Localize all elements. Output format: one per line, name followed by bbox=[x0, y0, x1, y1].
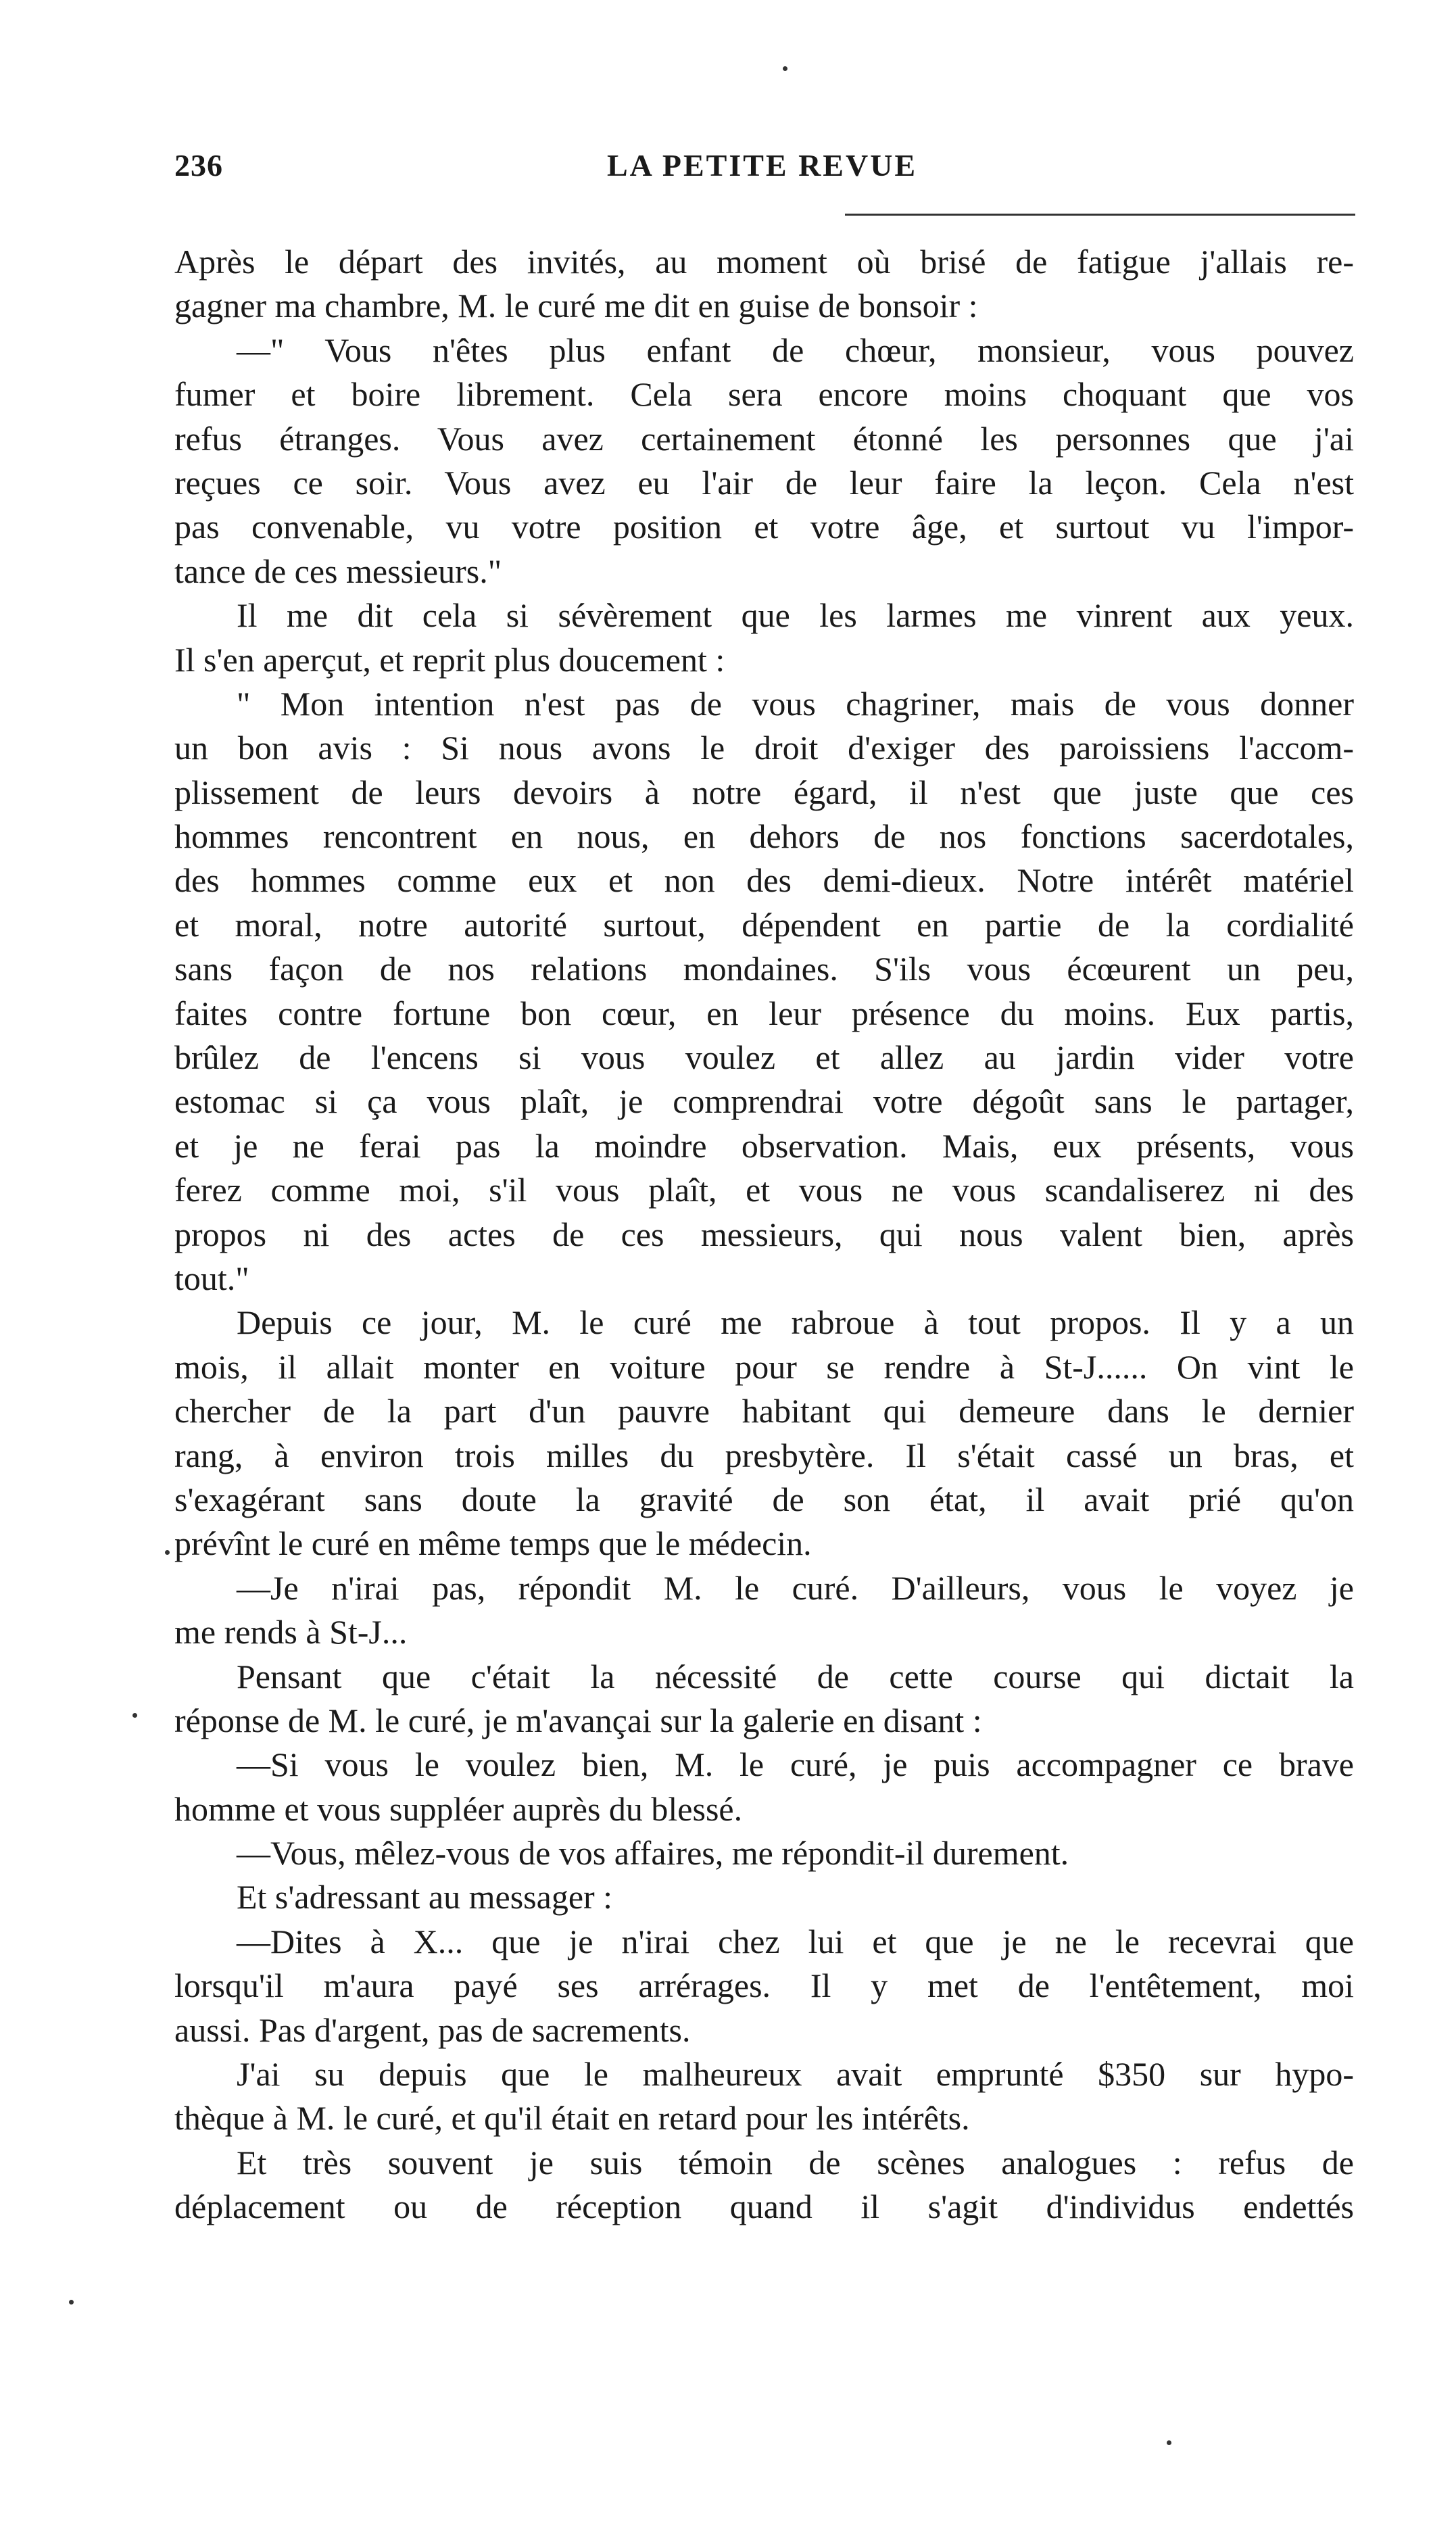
text-line: Et très souvent je suis témoin de scènes analogues : refus de bbox=[237, 2143, 1354, 2181]
text-line: rang, à environ trois milles du presbytère. Il s'était cassé un bras, et bbox=[174, 1436, 1354, 1474]
print-speck bbox=[165, 1550, 170, 1555]
text-line: Il me dit cela si sévèrement que les larmes me vinrent aux yeux. bbox=[237, 596, 1354, 635]
text-line: gagner ma chambre, M. le curé me dit en guise de bonsoir : bbox=[174, 287, 978, 325]
text-line: lorsqu'il m'aura payé ses arrérages. Il y met de l'entêtement, moi bbox=[174, 1967, 1354, 2005]
text-line: prévînt le curé en même temps que le médecin. bbox=[174, 1524, 812, 1563]
text-line: tout." bbox=[174, 1259, 249, 1297]
text-line: et je ne ferai pas la moindre observation. Mais, eux présents, vous bbox=[174, 1126, 1354, 1165]
page-header bbox=[174, 147, 1354, 195]
print-speck bbox=[132, 1713, 137, 1718]
running-head: LA PETITE REVUE bbox=[607, 148, 918, 183]
text-line: aussi. Pas d'argent, pas de sacrements. bbox=[174, 2010, 691, 2049]
text-line: —" Vous n'êtes plus enfant de chœur, monsieur, vous pouvez bbox=[237, 331, 1354, 369]
text-line: homme et vous suppléer auprès du blessé. bbox=[174, 1789, 743, 1828]
text-line: s'exagérant sans doute la gravité de son état, il avait prié qu'on bbox=[174, 1480, 1354, 1518]
text-line: pas convenable, vu votre position et votre âge, et surtout vu l'impor- bbox=[174, 508, 1354, 546]
text-line: déplacement ou de réception quand il s'agit d'individus endettés bbox=[174, 2188, 1354, 2226]
text-line: tance de ces messieurs." bbox=[174, 552, 502, 590]
page-number: 236 bbox=[174, 148, 223, 183]
text-line: réponse de M. le curé, je m'avançai sur la galerie en disant : bbox=[174, 1701, 982, 1739]
text-line: et moral, notre autorité surtout, dépendent en partie de la cordialité bbox=[174, 905, 1354, 944]
print-speck bbox=[1167, 2440, 1171, 2445]
text-line: Depuis ce jour, M. le curé me rabroue à tout propos. Il y a un bbox=[237, 1303, 1354, 1342]
text-line: sans façon de nos relations mondaines. S'ils vous écœurent un peu, bbox=[174, 950, 1354, 988]
text-line: " Mon intention n'est pas de vous chagriner, mais de vous donner bbox=[237, 684, 1354, 723]
text-line: ferez comme moi, s'il vous plaît, et vous ne vous scandaliserez ni des bbox=[174, 1171, 1354, 1209]
print-speck bbox=[69, 2300, 74, 2305]
text-line: me rends à St-J... bbox=[174, 1613, 408, 1651]
text-line: Et s'adressant au messager : bbox=[237, 1878, 613, 1916]
header-rule bbox=[845, 214, 1355, 216]
text-line: brûlez de l'encens si vous voulez et allez au jardin vider votre bbox=[174, 1038, 1354, 1077]
text-line: chercher de la part d'un pauvre habitant qui demeure dans le dernier bbox=[174, 1392, 1354, 1430]
text-line: Pensant que c'était la nécessité de cette course qui dictait la bbox=[237, 1657, 1354, 1695]
text-line: plissement de leurs devoirs à notre égard, il n'est que juste que ces bbox=[174, 773, 1354, 811]
text-line: mois, il allait monter en voiture pour se rendre à St-J...... On vint le bbox=[174, 1347, 1354, 1386]
text-line: thèque à M. le curé, et qu'il était en retard pour les intérêts. bbox=[174, 2099, 970, 2138]
text-line: hommes rencontrent en nous, en dehors de nos fonctions sacerdotales, bbox=[174, 817, 1354, 856]
text-line: —Dites à X... que je n'irai chez lui et que je ne le recevrai que bbox=[237, 1922, 1354, 1960]
text-line: reçues ce soir. Vous avez eu l'air de leur faire la leçon. Cela n'est bbox=[174, 463, 1354, 502]
print-speck bbox=[783, 66, 787, 71]
text-line: J'ai su depuis que le malheureux avait emprunté $350 sur hypo- bbox=[237, 2055, 1354, 2094]
text-line: refus étranges. Vous avez certainement étonné les personnes que j'ai bbox=[174, 419, 1354, 458]
text-line: faites contre fortune bon cœur, en leur présence du moins. Eux partis, bbox=[174, 994, 1354, 1032]
text-line: —Si vous le voulez bien, M. le curé, je puis accompagner ce brave bbox=[237, 1745, 1354, 1784]
text-line: Il s'en aperçut, et reprit plus doucement : bbox=[174, 640, 725, 679]
text-line: propos ni des actes de ces messieurs, qui nous valent bien, après bbox=[174, 1215, 1354, 1253]
text-line: —Vous, mêlez-vous de vos affaires, me répondit-il durement. bbox=[237, 1834, 1069, 1873]
text-line: un bon avis : Si nous avons le droit d'exiger des paroissiens l'accom- bbox=[174, 729, 1354, 767]
text-line: —Je n'irai pas, répondit M. le curé. D'ailleurs, vous le voyez je bbox=[237, 1568, 1354, 1607]
text-line: estomac si ça vous plaît, je comprendrai votre dégoût sans le partager, bbox=[174, 1082, 1354, 1121]
body-text bbox=[174, 240, 1354, 2229]
text-line: fumer et boire librement. Cela sera encore moins choquant que vos bbox=[174, 375, 1354, 414]
text-line: des hommes comme eux et non des demi-dieux. Notre intérêt matériel bbox=[174, 861, 1354, 900]
text-line: Après le départ des invités, au moment où brisé de fatigue j'allais re- bbox=[174, 243, 1354, 281]
